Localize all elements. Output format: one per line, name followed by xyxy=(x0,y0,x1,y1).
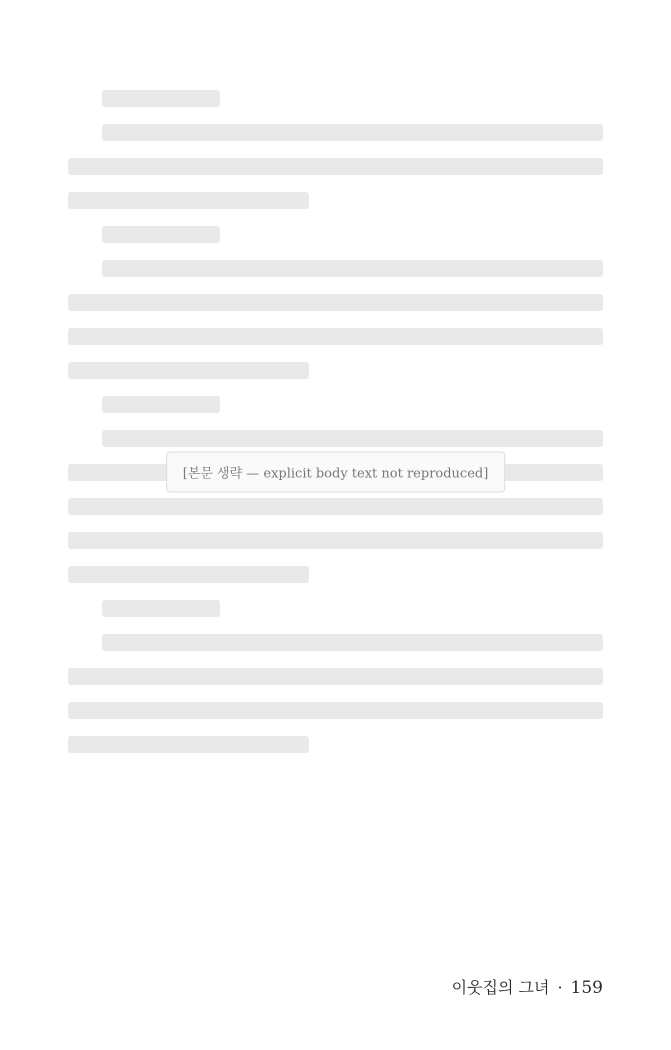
redacted-line xyxy=(102,634,603,651)
redacted-line xyxy=(68,328,603,345)
redacted-line xyxy=(102,226,220,243)
redacted-line xyxy=(68,362,309,379)
redacted-line xyxy=(102,396,220,413)
redacted-line xyxy=(68,736,309,753)
page-number: 159 xyxy=(570,978,603,998)
redacted-line xyxy=(68,498,603,515)
redacted-line xyxy=(68,668,603,685)
redacted-line xyxy=(68,192,309,209)
redacted-line xyxy=(68,158,603,175)
redacted-line xyxy=(68,532,603,549)
book-title: 이웃집의 그녀 xyxy=(451,978,550,997)
redacted-line xyxy=(102,430,603,447)
redacted-line xyxy=(102,90,220,107)
redaction-notice: [본문 생략 — explicit body text not reproduced] xyxy=(166,451,506,492)
body-text-redacted xyxy=(68,90,603,920)
page-footer xyxy=(452,975,603,998)
footer-separator: · xyxy=(557,978,563,997)
redacted-line xyxy=(102,260,603,277)
redacted-line xyxy=(102,124,603,141)
redacted-line xyxy=(68,566,309,583)
redacted-line xyxy=(68,702,603,719)
redacted-line xyxy=(102,600,220,617)
redacted-line xyxy=(68,294,603,311)
